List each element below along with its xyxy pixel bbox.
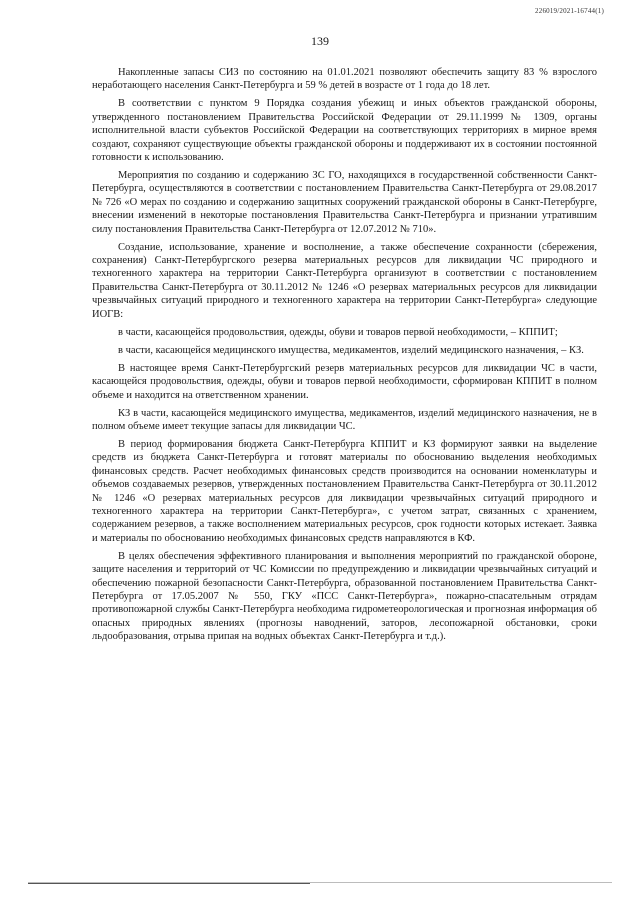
- document-body: [92, 66, 597, 648]
- paragraph-hydromet-info: В целях обеспечения эффективного планирования и выполнения мероприятий по гражданской обороне, защите населения и территорий от ЧС Комиссии по предупреждению и ликвидации чрезвычайных ситуаций и обеспечению пожарной безопасности Санкт-Петербурга, образованной постановлением Правительства Санкт-Петербурга от 17.05.2007 № 550, ГКУ «ПСС Санкт-Петербурга», пожарно-спасательным отрядам противопожарной службы Санкт-Петербурга необходима гидрометеорологическая и прогнозная информация об опасных природных явлениях (прогнозы наводнений, заторов, лесопожарной обстановки, сроки льдообразования, отрыва припая на водных объектах Санкт-Петербурга и т.д.).: [92, 550, 597, 643]
- paragraph-kz-part: в части, касающейся медицинского имущества, медикаментов, изделий медицинского назначения, – КЗ.: [118, 344, 584, 356]
- page-number: 139: [311, 34, 329, 48]
- bottom-scan-rule-dark: [28, 883, 310, 884]
- paragraph-zs-go: Мероприятия по созданию и содержанию ЗС ГО, находящихся в государственной собственности Санкт-Петербурга, осуществляются в соответствии с постановлением Правительства Санкт-Петербурга от 29.08.2017 № 726 «О мерах по созданию и содержанию защитных сооружений гражданской обороны в Санкт-Петербурге, внесении изменений в некоторые постановления Правительства Санкт-Петербурга и признании утратившим силу постановления Правительства Санкт-Петербурга от 12.07.2012 № 710».: [92, 170, 597, 235]
- paragraph-reserve-status: В настоящее время Санкт-Петербургский резерв материальных ресурсов для ликвидации ЧС в части, касающейся продовольствия, одежды, обуви и товаров первой необходимости, сформирован КППИТ в полном объеме и находится на ответственном хранении.: [92, 362, 597, 401]
- document-id: 226019/2021-16744(1): [535, 7, 604, 15]
- paragraph-siz-reserves: Накопленные запасы СИЗ по состоянию на 01.01.2021 позволяют обеспечить защиту 83 % взрослого неработающего населения Санкт-Петербурга и 59 % детей в возрасте от 1 года до 18 лет.: [92, 67, 597, 92]
- paragraph-material-reserve: Создание, использование, хранение и восполнение, а также обеспечение сохранности (сбережения, сохранения) Санкт-Петербургского резерва материальных ресурсов для ликвидации ЧС природного и техногенного характера на территории Санкт-Петербурга организуют в соответствии с постановлением Правительства Санкт-Петербурга от 30.11.2012 № 1246 «О резервах материальных ресурсов для ликвидации чрезвычайных ситуаций природного и техногенного характера на территории Санкт-Петербурга» следующие ИОГВ:: [92, 241, 597, 320]
- paragraph-budget-requests: В период формирования бюджета Санкт-Петербурга КППИТ и КЗ формируют заявки на выделение средств из бюджета Санкт-Петербурга и готовят материалы по обоснованию выделения необходимых финансовых средств. Расчет необходимых финансовых средств производится на основании номенклатуры и объемов создаваемых резервов, утвержденных постановлением Правительства Санкт-Петербурга от 30.11.2012 № 1246 «О резервах материальных ресурсов для ликвидации чрезвычайных ситуаций природного и техногенного характера на территории Санкт-Петербурга», с учетом затрат, связанных с хранением, содержанием резервов, а также восполнением материальных ресурсов, срок годности которых истекает. Заявка и материалы по обоснованию необходимых финансовых средств направляются в КФ.: [92, 438, 597, 544]
- paragraph-kppit-part: в части, касающейся продовольствия, одежды, обуви и товаров первой необходимости, – КППИТ;: [118, 326, 558, 338]
- paragraph-shelters-order: В соответствии с пунктом 9 Порядка создания убежищ и иных объектов гражданской обороны, утвержденного постановлением Правительства Российской Федерации от 29.11.1999 № 1309, органы исполнительной власти субъектов Российской Федерации на соответствующих территориях в мирное время создают, сохраняют существующие объекты гражданской обороны и поддерживают их в состоянии постоянной готовности к использованию.: [92, 98, 597, 164]
- paragraph-kz-stock: КЗ в части, касающейся медицинского имущества, медикаментов, изделий медицинского назначения, не в полном объеме имеет текущие запасы для ликвидации ЧС.: [92, 407, 597, 432]
